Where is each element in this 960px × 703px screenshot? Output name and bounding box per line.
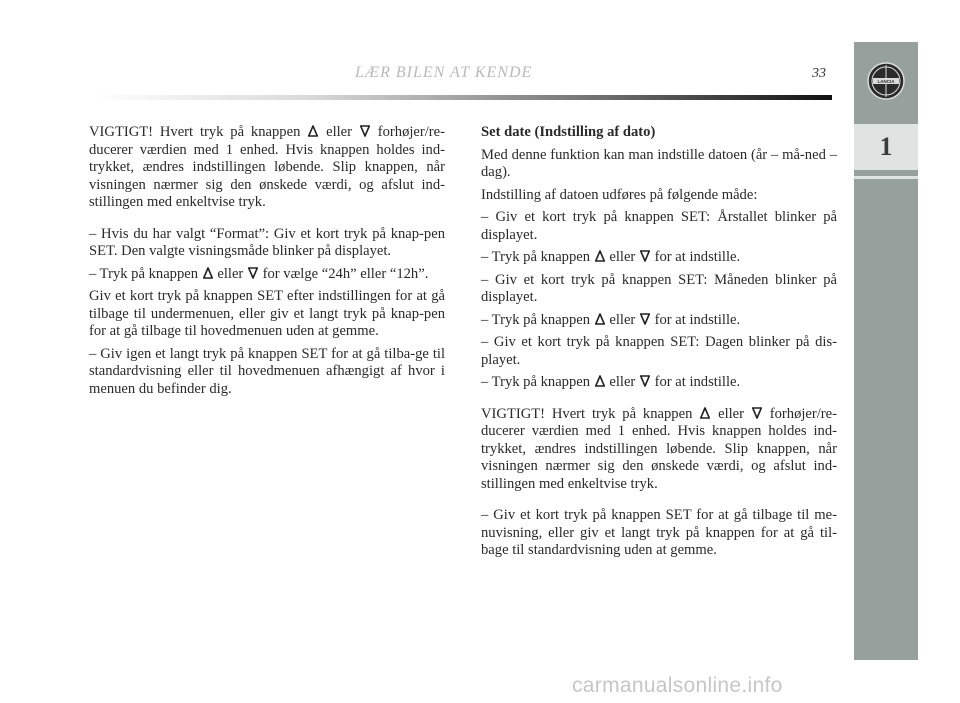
paragraph: – Giv et kort tryk på knappen SET: Dagen blinker på dis-playet. — [481, 334, 837, 368]
arrow-down-icon — [640, 250, 650, 262]
arrow-up-icon — [308, 125, 318, 137]
arrow-up-icon — [700, 407, 710, 419]
lancia-shield-icon — [866, 61, 906, 101]
arrow-up-icon — [203, 267, 213, 279]
paragraph: – Giv igen et langt tryk på knappen SET for at gå tilba-ge til standardvisning eller til hovedmenuen afhængigt af hvor i menuen du befinder dig. — [89, 345, 445, 397]
note-paragraph: VIGTIGT! Hvert tryk på knappen eller forhøjer/re-ducerer værdien med 1 enhed. Hvis knappen holdes ind-trykket, ændres indstillingen løbende. Slip knappen, når visningen nærmer sig den ønskede værdi, og afslut ind-stillingen med enkeltvise tryk. — [89, 124, 446, 210]
paragraph: – Tryk på knappen eller for at indstille. — [481, 374, 741, 390]
arrow-down-icon — [752, 407, 762, 419]
arrow-down-icon — [248, 267, 258, 279]
chapter-number: 1 — [879, 132, 893, 161]
arrow-down-icon — [360, 125, 370, 137]
arrow-up-icon — [595, 313, 605, 325]
left-column — [89, 124, 445, 403]
arrow-up-icon — [595, 375, 605, 387]
logo-text: LANCIA — [877, 79, 895, 84]
paragraph: Indstilling af datoen udføres på følgende måde: — [481, 186, 758, 203]
page-number: 33 — [812, 66, 826, 81]
section-heading: Set date (Indstilling af dato) — [481, 124, 656, 140]
paragraph: – Tryk på knappen eller for at indstille. — [481, 311, 741, 328]
paragraph: – Giv et kort tryk på knappen SET for at gå tilbage til me-nuvisning, eller giv et langt tryk på knappen for at gå til-bage til standardvisning uden at gemme. — [481, 507, 837, 558]
paragraph: – Tryk på knappen eller for vælge “24h” eller “12h”. — [89, 265, 429, 282]
arrow-up-icon — [595, 250, 605, 262]
paragraph: Med denne funktion kan man indstille datoen (år – må-ned – dag). — [481, 146, 837, 180]
arrow-down-icon — [640, 375, 650, 387]
paragraph: Giv et kort tryk på knappen SET efter indstillingen for at gå tilbage til undermenuen, eller giv et langt tryk på knap-pen for at gå tilbage til hovedmenuen uden at gemme. — [89, 288, 445, 339]
note-paragraph: VIGTIGT! Hvert tryk på knappen eller forhøjer/re-ducerer værdien med 1 enhed. Hvis knappen holdes ind-trykket, ændres indstillingen løbende. Slip knappen, når visningen nærmer sig den ønskede værdi, og afslut ind-stillingen med enkeltvise tryk. — [481, 405, 838, 492]
chapter-sidebar — [854, 42, 918, 660]
brand-logo — [854, 42, 918, 120]
header-rule — [92, 95, 832, 100]
chapter-tab — [854, 124, 918, 170]
page-header-title: LÆR BILEN AT KENDE — [355, 64, 533, 81]
right-column — [481, 124, 837, 565]
paragraph: – Hvis du har valgt “Format”: Giv et kort tryk på knap-pen SET. Den valgte visningsmåde blinker på displayet. — [89, 225, 445, 259]
watermark: carmanualsonline.info — [572, 674, 783, 697]
paragraph: – Giv et kort tryk på knappen SET: Årstallet blinker på displayet. — [481, 209, 837, 243]
arrow-down-icon — [640, 313, 650, 325]
paragraph: – Giv et kort tryk på knappen SET: Måneden blinker på displayet. — [481, 271, 837, 305]
sidebar-divider — [854, 176, 918, 179]
paragraph: – Tryk på knappen eller for at indstille. — [481, 249, 741, 265]
